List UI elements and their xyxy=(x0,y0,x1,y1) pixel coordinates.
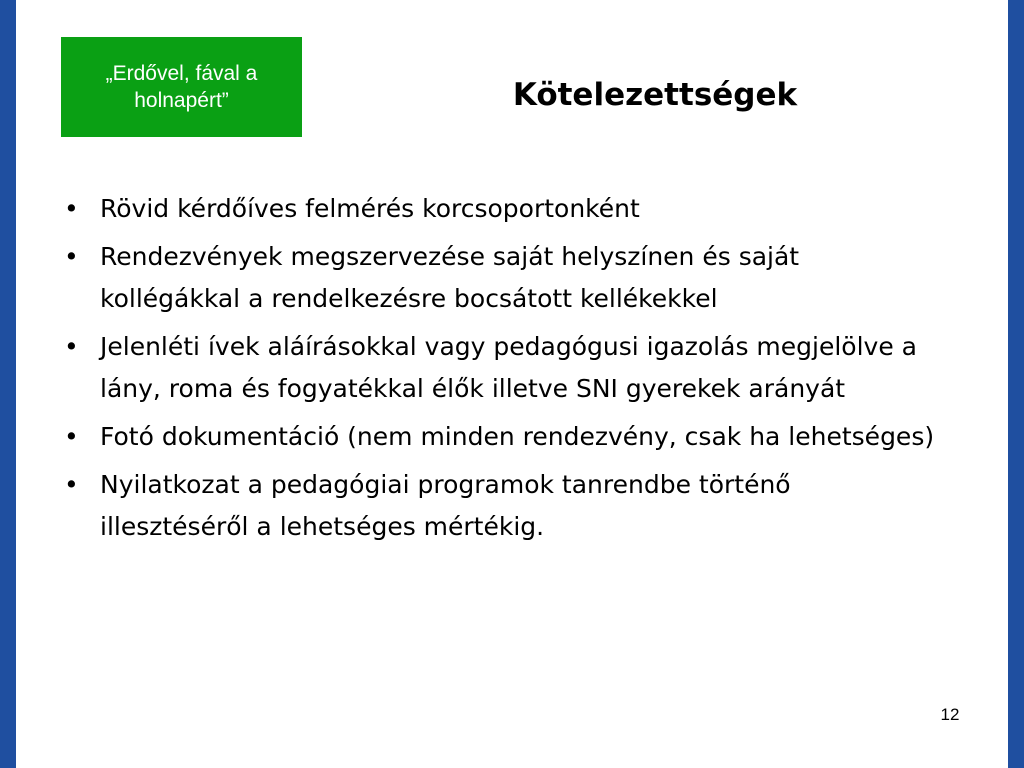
bullet-marker: • xyxy=(64,422,79,451)
logo-badge xyxy=(61,37,302,137)
bullet-item xyxy=(60,188,940,230)
logo-text: „Erdővel, fával a holnapért” xyxy=(105,62,258,112)
bullet-text: Nyilatkozat a pedagógiai programok tanrendbe történő illesztéséről a lehetséges mértékig. xyxy=(100,470,791,541)
bullet-item xyxy=(60,326,940,410)
bullet-text: Rendezvények megszervezése saját helyszínen és saját kollégákkal a rendelkezésre bocsátott kellékekkel xyxy=(100,242,800,313)
bullet-marker: • xyxy=(64,194,79,223)
bullet-text: Jelenléti ívek aláírásokkal vagy pedagógusi igazolás megjelölve a lány, roma és fogyatékkal élők illetve SNI gyerekek arányát xyxy=(100,332,917,403)
bullet-item xyxy=(60,416,940,458)
bullet-marker: • xyxy=(64,470,79,499)
left-frame-bar xyxy=(0,0,16,768)
slide-title: Kötelezettségek xyxy=(512,77,798,113)
page-number: 12 xyxy=(940,705,960,724)
bullet-item xyxy=(60,464,940,548)
bullet-marker: • xyxy=(64,242,79,271)
bullet-text: Rövid kérdőíves felmérés korcsoportonként xyxy=(100,194,640,223)
right-frame-bar xyxy=(1008,0,1024,768)
bullet-marker: • xyxy=(64,332,79,361)
bullet-item xyxy=(60,236,940,320)
bullet-text: Fotó dokumentáció (nem minden rendezvény, csak ha lehetséges) xyxy=(100,422,935,451)
bullet-list xyxy=(60,188,940,554)
